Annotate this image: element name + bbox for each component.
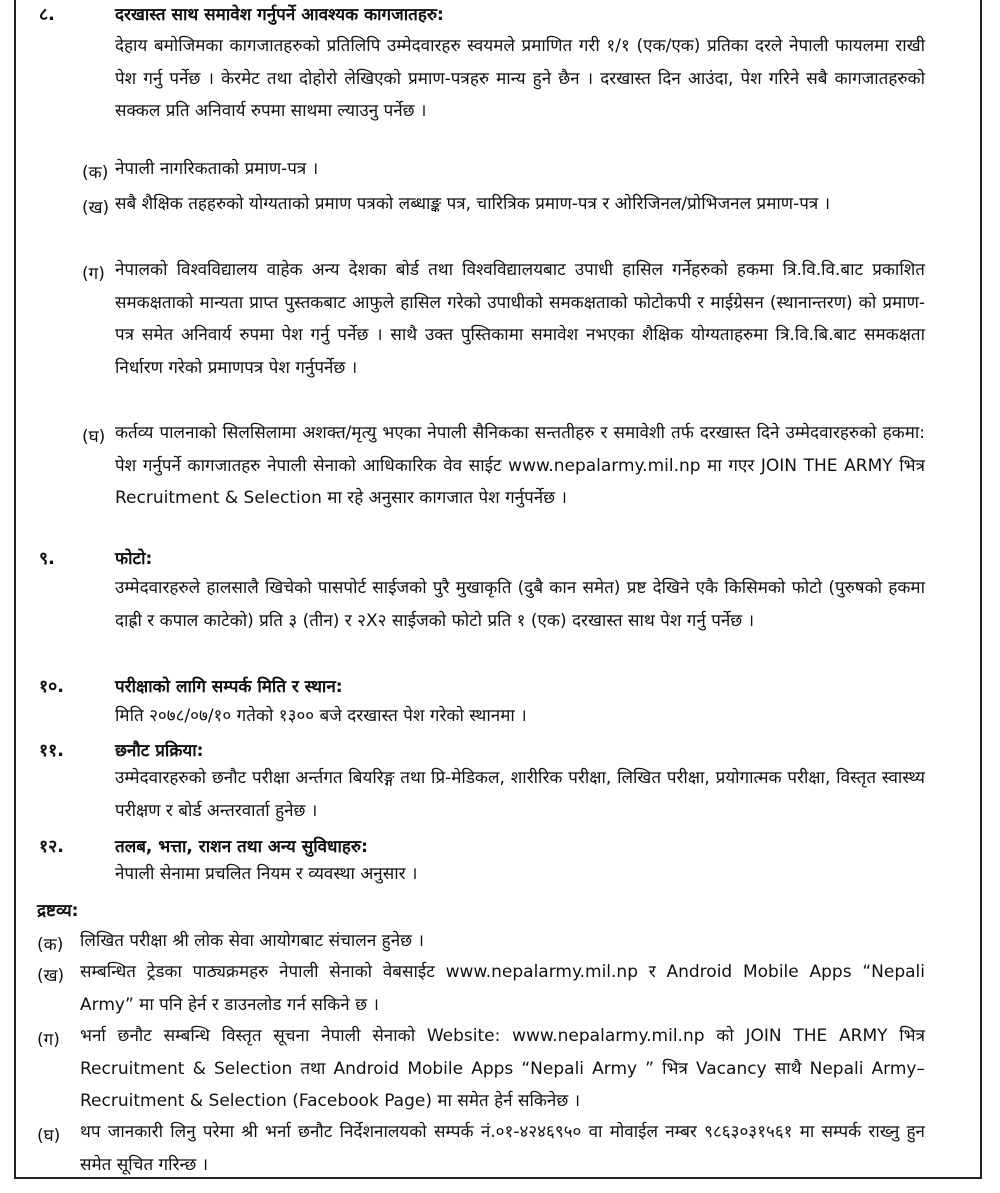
- note-text: थप जानकारी लिनु परेमा श्री भर्ना छनौट निर्देशनालयको सम्पर्क नं.०१-४२४६९५० वा मोवाईल नम्बर ९८६३०३१५६१ मा सम्पर्क राख्नु हुन समेत सूचित गरिन्छ ।: [80, 1122, 925, 1175]
- list-item-marker: (क): [82, 163, 109, 183]
- section-heading: फोटो:: [115, 549, 153, 569]
- note-marker: (घ): [37, 1126, 61, 1146]
- note-marker: (क): [37, 935, 64, 955]
- note-marker: (ख): [37, 966, 65, 986]
- note-text: भर्ना छनौट सम्बन्धि विस्तृत सूचना नेपाली सेनाको Website: www.nepalarmy.mil.np को JOIN THE ARMY भित्र Recruitment & Selection तथा Android Mobile Apps “Nepali Army ” भित्र Vacancy साथै Nepali Army–Recruitment & Selection (Facebook Page) मा समेत हेर्न सकिनेछ ।: [80, 1026, 925, 1111]
- section-body: देहाय बमोजिमका कागजातहरुको प्रतिलिपि उम्मेदवारहरु स्वयमले प्रमाणित गरी १/१ (एक/एक) प्रतिका दरले नेपाली फायलमा राखी पेश गर्नु पर्नेछ । केरमेट तथा दोहोरो लेखिएको प्रमाण-पत्रहरु मान्य हुने छैन । दरखास्त दिन आउंदा, पेश गरिने सबै कागजातहरुको सक्कल प्रति अनिवार्य रुपमा साथमा ल्याउनु पर्नेछ ।: [115, 36, 925, 121]
- section-number: १०.: [39, 677, 64, 697]
- note-text: लिखित परीक्षा श्री लोक सेवा आयोगबाट संचालन हुनेछ ।: [80, 931, 424, 951]
- section-number: ८.: [39, 5, 55, 25]
- notes-heading: द्रष्टव्य:: [37, 901, 79, 921]
- section-heading: छनौट प्रक्रिया:: [115, 741, 204, 761]
- list-item-text: सबै शैक्षिक तहहरुको योग्यताको प्रमाण पत्रको लब्धाङ्क पत्र, चारित्रिक प्रमाण-पत्र र ओरिजिनल/प्रोभिजनल प्रमाण-पत्र ।: [115, 194, 831, 214]
- section-heading: दरखास्त साथ समावेश गर्नुपर्ने आवश्यक कागजातहरु:: [115, 5, 444, 25]
- section-body: मिति २०७८/०७/१० गतेको १३०० बजे दरखास्त पेश गरेको स्थानमा ।: [115, 706, 527, 726]
- list-item-marker: (घ): [82, 427, 106, 447]
- list-item-text: नेपाली नागरिकताको प्रमाण-पत्र ।: [115, 159, 319, 179]
- section-number: ११.: [39, 741, 64, 761]
- section-number: ९.: [39, 549, 55, 569]
- section-number: १२.: [39, 837, 64, 857]
- note-text: सम्बन्धित ट्रेडका पाठ्यक्रमहरु नेपाली सेनाको वेबसाईट www.nepalarmy.mil.np र Android Mobile Apps “Nepali Army” मा पनि हेर्न र डाउनलोड गर्न सकिने छ ।: [80, 962, 925, 1015]
- list-item-text: कर्तव्य पालनाको सिलसिलामा अशक्त/मृत्यु भएका नेपाली सैनिकका सन्ततीहरु र समावेशी तर्फ दरखास्त दिने उम्मेदवारहरुको हकमा: पेश गर्नुपर्ने कागजातहरु नेपाली सेनाको आधिकारिक वेव साईट www.nepalarmy.mil.np मा गएर JOIN THE ARMY भित्र Recruitment & Selection मा रहे अनुसार कागजात पेश गर्नुपर्नेछ ।: [115, 423, 925, 508]
- section-heading: परीक्षाको लागि सम्पर्क मिति र स्थान:: [115, 677, 343, 697]
- section-heading: तलब, भत्ता, राशन तथा अन्य सुविधाहरु:: [115, 837, 368, 857]
- section-body: उम्मेदवारहरुको छनौट परीक्षा अर्न्तगत बियरिङ्ग तथा प्रि-मेडिकल, शारीरिक परीक्षा, लिखित परीक्षा, प्रयोगात्मक परीक्षा, विस्तृत स्वास्थ्य परीक्षण र बोर्ड अन्तरवार्ता हुनेछ ।: [115, 768, 925, 821]
- list-item-marker: (ग): [82, 264, 105, 284]
- list-item-marker: (ख): [82, 198, 110, 218]
- list-item-text: नेपालको विश्वविद्यालय वाहेक अन्य देशका बोर्ड तथा विश्वविद्यालयबाट उपाधी हासिल गर्नेहरुको हकमा त्रि.वि.वि.बाट प्रकाशित समकक्षताको मान्यता प्राप्त पुस्तकबाट आफुले हासिल गरेको उपाधीको समकक्षताको फोटोकपी र माईग्रेसन (स्थानान्तरण) को प्रमाण-पत्र समेत अनिवार्य रुपमा पेश गर्नु पर्नेछ । साथै उक्त पुस्तिकामा समावेश नभएका शैक्षिक योग्यताहरुमा त्रि.वि.बि.बाट समकक्षता निर्धारण गरेको प्रमाणपत्र पेश गर्नुपर्नेछ ।: [115, 260, 925, 378]
- note-marker: (ग): [37, 1030, 60, 1050]
- section-body: उम्मेदवारहरुले हालसालै खिचेको पासपोर्ट साईजको पुरै मुखाकृति (दुबै कान समेत) प्रष्ट देखिने एकै किसिमको फोटो (पुरुषको हकमा दाह्री र कपाल काटेको) प्रति ३ (तीन) र २X२ साईजको फोटो प्रति १ (एक) दरखास्त साथ पेश गर्नु पर्नेछ ।: [115, 578, 925, 631]
- section-body: नेपाली सेनामा प्रचलित नियम र व्यवस्था अनुसार ।: [115, 864, 418, 884]
